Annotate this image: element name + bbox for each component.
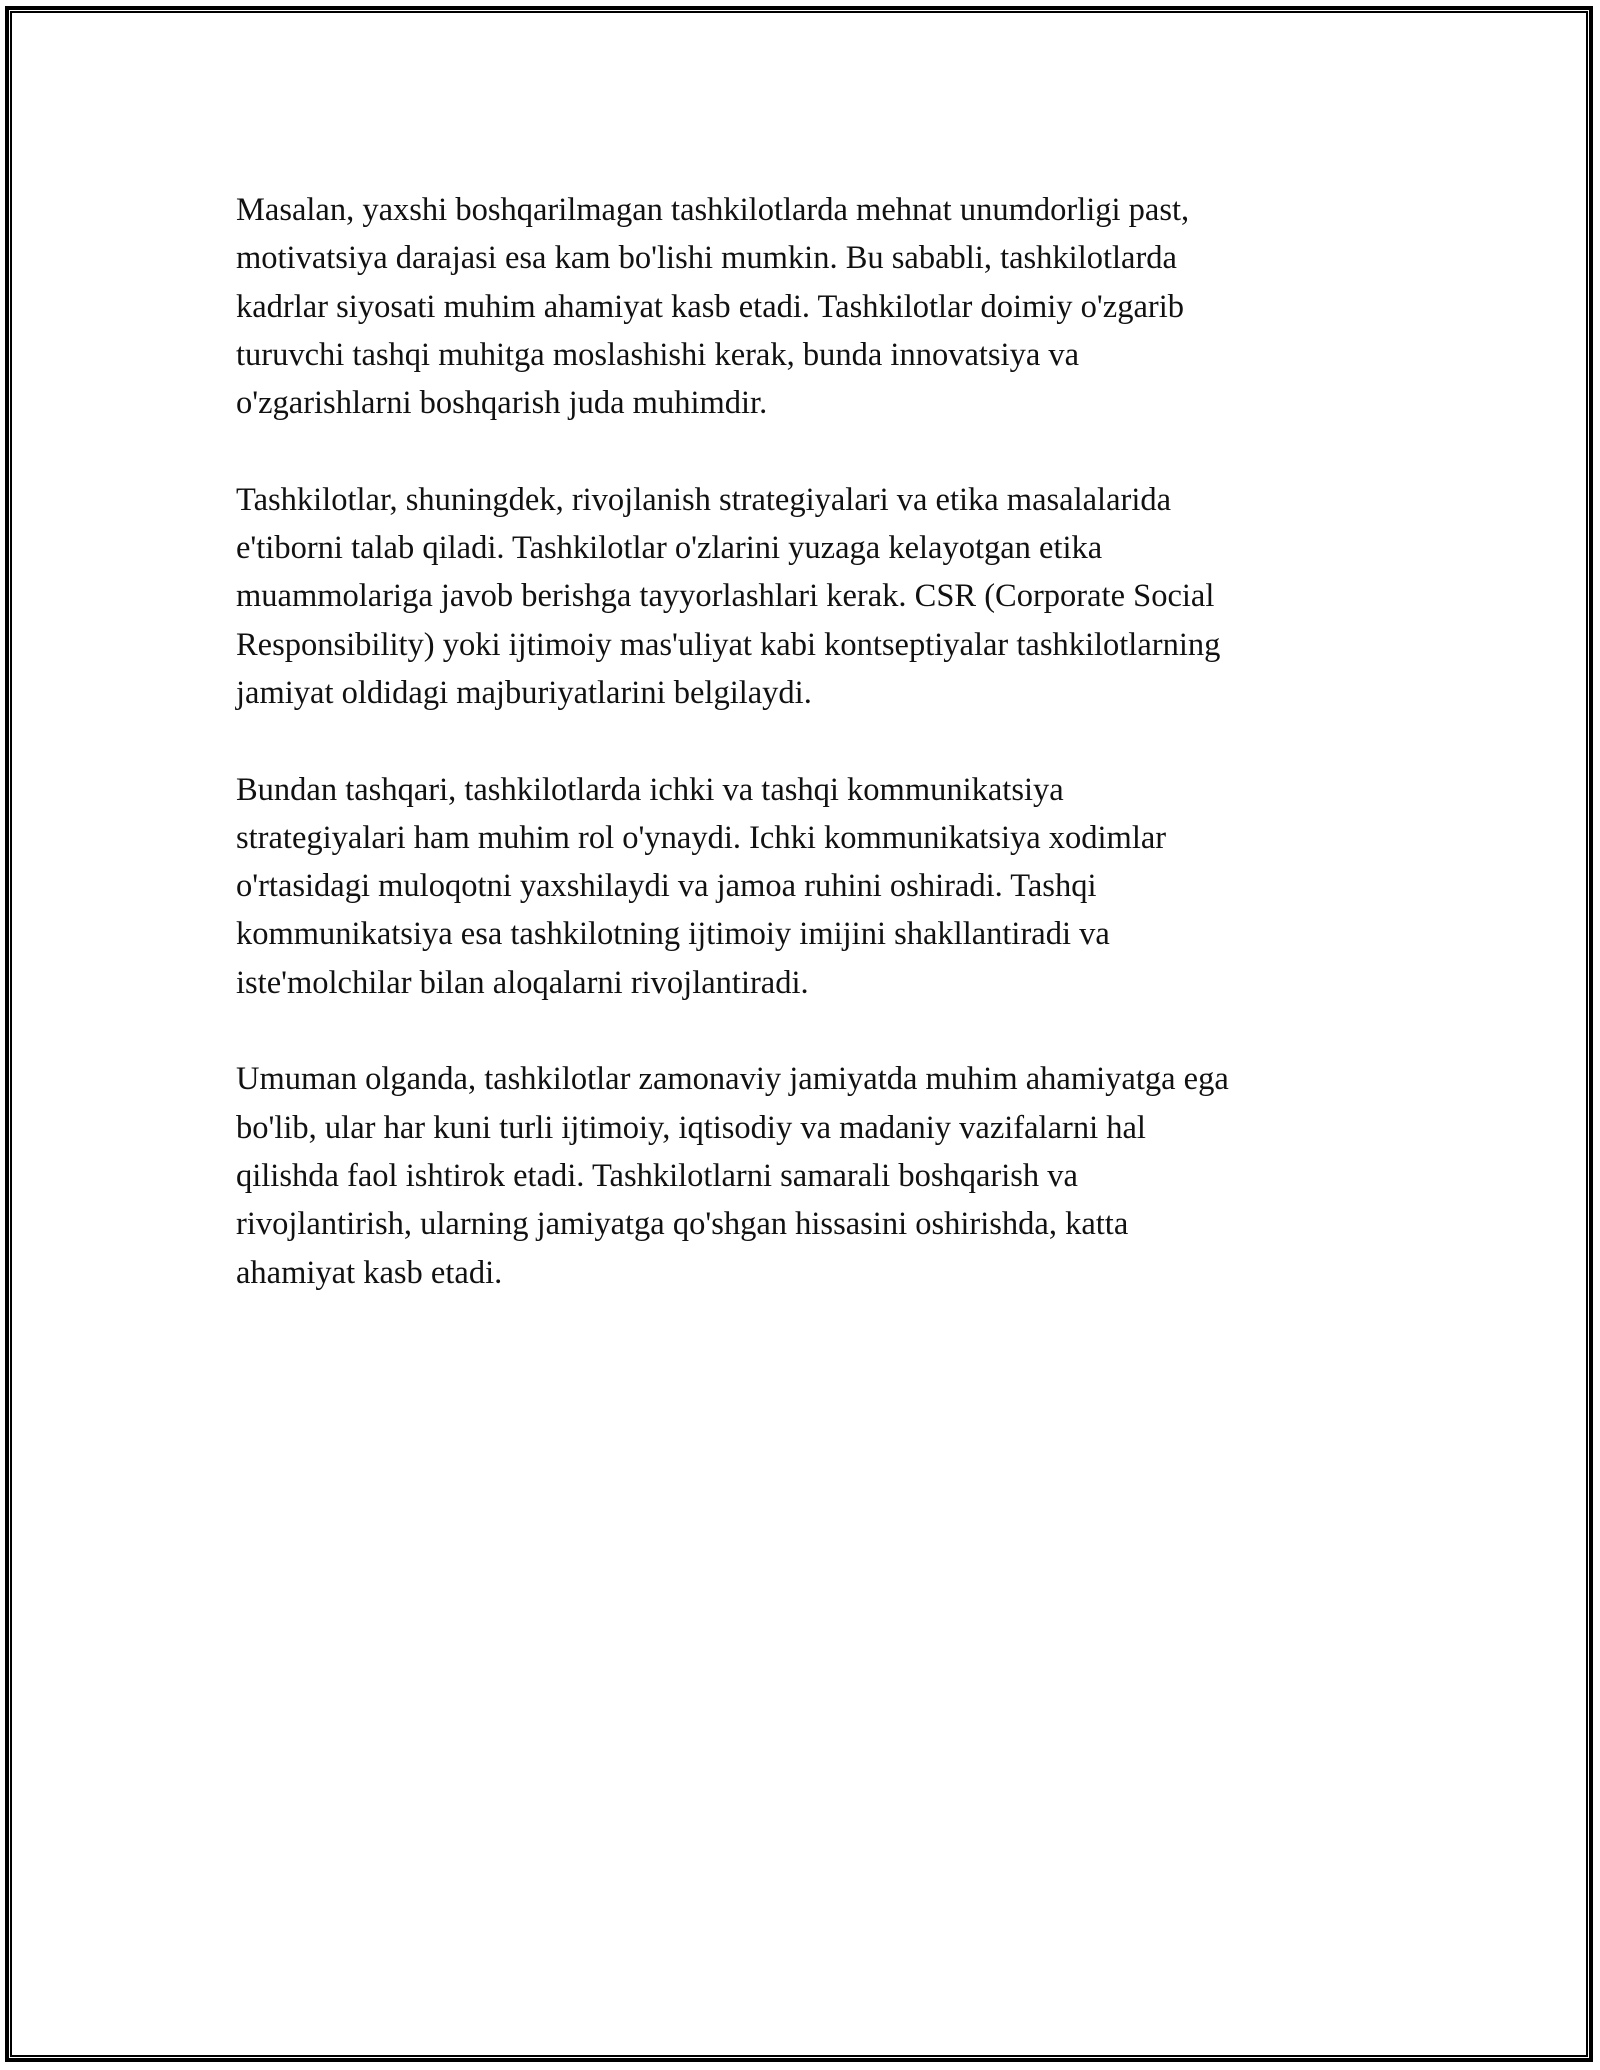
document-body: [236, 186, 1366, 1345]
text-line: Umuman olganda, tashkilotlar zamonaviy jamiyatda muhim ahamiyatga ega: [236, 1061, 1229, 1098]
text-line: kommunikatsiya esa tashkilotning ijtimoiy imijini shakllantiradi va: [236, 916, 1110, 953]
text-line: bo'lib, ular har kuni turli ijtimoiy, iqtisodiy va madaniy vazifalarni hal: [236, 1109, 1146, 1146]
text-line: Tashkilotlar, shuningdek, rivojlanish strategiyalari va etika masalalarida: [236, 481, 1172, 518]
text-line: ahamiyat kasb etadi.: [236, 1254, 503, 1291]
text-line: kadrlar siyosati muhim ahamiyat kasb etadi. Tashkilotlar doimiy o'zgarib: [236, 288, 1184, 325]
text-line: jamiyat oldidagi majburiyatlarini belgilaydi.: [236, 674, 812, 711]
text-line: qilishda faol ishtirok etadi. Tashkilotlarni samarali boshqarish va: [236, 1157, 1078, 1194]
paragraph-3: [236, 766, 1366, 1007]
text-line: o'zgarishlarni boshqarish juda muhimdir.: [236, 385, 768, 422]
text-line: rivojlantirish, ularning jamiyatga qo'shgan hissasini oshirishda, katta: [236, 1206, 1129, 1243]
paragraph-1: [236, 186, 1366, 427]
paragraph-4: [236, 1055, 1366, 1296]
text-line: o'rtasidagi muloqotni yaxshilaydi va jamoa ruhini oshiradi. Tashqi: [236, 868, 1097, 905]
text-line: iste'molchilar bilan aloqalarni rivojlantiradi.: [236, 964, 809, 1001]
text-line: muammolariga javob berishga tayyorlashlari kerak. CSR (Corporate Social: [236, 578, 1215, 615]
text-line: Responsibility) yoki ijtimoiy mas'uliyat kabi kontseptiyalar tashkilotlarning: [236, 626, 1221, 663]
paragraph-2: [236, 476, 1366, 717]
text-line: Bundan tashqari, tashkilotlarda ichki va tashqi kommunikatsiya: [236, 771, 1064, 808]
text-line: strategiyalari ham muhim rol o'ynaydi. Ichki kommunikatsiya xodimlar: [236, 819, 1167, 856]
text-line: Masalan, yaxshi boshqarilmagan tashkilotlarda mehnat unumdorligi past,: [236, 192, 1190, 228]
text-line: motivatsiya darajasi esa kam bo'lishi mumkin. Bu sababli, tashkilotlarda: [236, 240, 1177, 277]
text-line: e'tiborni talab qiladi. Tashkilotlar o'zlarini yuzaga kelayotgan etika: [236, 530, 1103, 567]
text-line: turuvchi tashqi muhitga moslashishi kerak, bunda innovatsiya va: [236, 336, 1080, 373]
